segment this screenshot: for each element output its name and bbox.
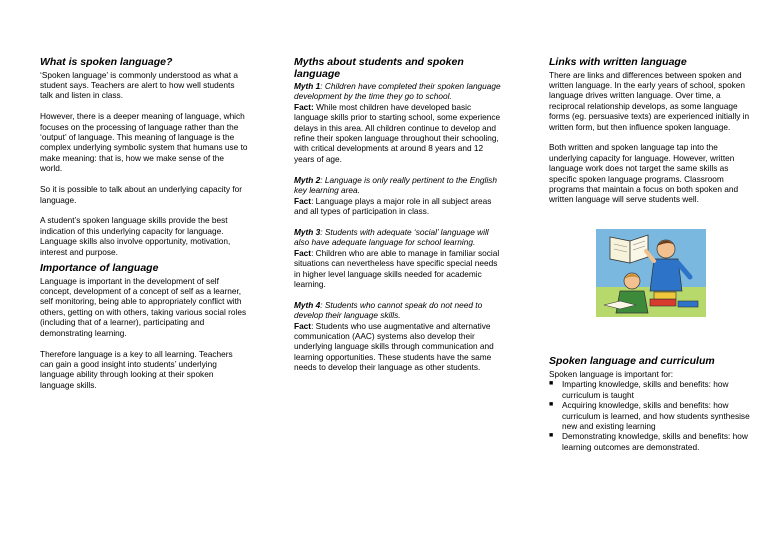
fact-label: Fact	[294, 195, 312, 206]
myth-text: : Students who cannot speak do not need to develop their language skills.	[294, 299, 483, 321]
fact-statement	[294, 196, 502, 217]
myth-block	[294, 227, 502, 289]
list-item-text: Imparting knowledge, skills and benefits: how curriculum is taught	[562, 379, 729, 400]
bullet-square-icon: ■	[549, 401, 554, 409]
myth-block	[294, 175, 502, 217]
fact-label: Fact	[294, 320, 312, 331]
myth-text: : Language is only really pertinent to the English key learning area.	[294, 174, 497, 196]
bullet-list	[549, 379, 757, 452]
heading-links-with-written-language: Links with written language	[549, 56, 687, 68]
heading-importance-of-language: Importance of language	[40, 262, 159, 275]
myth-statement	[294, 175, 502, 196]
paragraph: Language is important in the development of self concept, development of a concept of self as a learner, self monitoring, being able to appropriately conflict with others, getting on with others, taking various social roles (including that of a learner), participating and demonstrating learning.	[40, 275, 247, 338]
paragraph: There are links and differences between spoken and written language. In the early years of school, spoken language drives written language. Over time, a reciprocal relationship develops, as some language forms (eg. persuasive texts) are experienced initially in written form, but then influence spoken language.	[549, 69, 750, 132]
column-left	[40, 57, 248, 401]
myth-label: Myth 4	[294, 299, 321, 310]
myth-statement	[294, 300, 502, 321]
paragraph: Both written and spoken language tap into the underlying capacity for language. However, written language work does not target the same skills as specific spoken language programs. Classroom programs that maintain a focus on both spoken and written language will serve students well.	[549, 142, 739, 205]
myth-text: : Students with adequate ‘social’ language will also have adequate language for school learning.	[294, 226, 489, 248]
bullet-square-icon: ■	[549, 432, 554, 440]
list-item	[549, 400, 757, 431]
fact-text: : Children who are able to manage in familiar social situations can nevertheless have specific special needs in higher level language skills needed for academic learning.	[294, 247, 500, 289]
fact-text: While most children have developed basic language skills prior to starting school, some experience delays in this area. All children continue to develop and refine their spoken language throughout their schooling, with critical developments at around 8 years and 12 years of age.	[294, 101, 501, 164]
paragraph: So it is possible to talk about an underlying capacity for language.	[40, 184, 243, 205]
myth-statement	[294, 227, 502, 248]
myth-label: Myth 1	[294, 81, 321, 91]
myth-block	[294, 300, 502, 373]
paragraph: A student’s spoken language skills provide the best indication of this underlying capacity for language. Language skills also involve opportunity, motivation, interest and purpose.	[40, 215, 231, 257]
fact-label: Fact:	[294, 101, 314, 112]
myth-statement	[294, 81, 502, 102]
myth-block	[294, 81, 502, 164]
heading-spoken-language-and-curriculum: Spoken language and curriculum	[549, 355, 715, 368]
fact-label: Fact	[294, 247, 312, 258]
fact-statement	[294, 102, 502, 164]
fact-statement	[294, 248, 502, 290]
heading-myths: Myths about students and spoken language	[294, 56, 464, 80]
bullet-square-icon: ■	[549, 380, 554, 388]
myth-label: Myth 2	[294, 174, 321, 185]
list-item	[549, 379, 757, 400]
myth-label: Myth 3	[294, 226, 321, 237]
paragraph: Spoken language is important for:	[549, 368, 674, 379]
column-middle	[294, 57, 502, 383]
heading-what-is-spoken-language: What is spoken language?	[40, 56, 173, 68]
myth-text: : Children have completed their spoken language development by the time they go to school.	[294, 81, 501, 102]
fact-text: : Students who use augmentative and alternative communication (AAC) systems also develop their underlying language skills through communication and learning opportunities. These students have the same needs to develop their language as other students.	[294, 320, 494, 373]
fact-statement	[294, 321, 502, 373]
paragraph: Therefore language is a key to all learning. Teachers can gain a good insight into students’ underlying language ability through looking at their spoken language skills.	[40, 348, 233, 390]
paragraph: However, there is a deeper meaning of language, which focuses on the processing of language rather than the ‘output’ of language. This meaning of language is the complex underlying symbolic system that humans use to make meaning: that is, how we make sense of the world.	[40, 111, 248, 174]
list-item	[549, 431, 757, 452]
fact-text: : Language plays a major role in all subject areas and all types of participation in class.	[294, 195, 492, 216]
students-reading-clipart	[596, 229, 706, 317]
list-item-text: Acquiring knowledge, skills and benefits: how curriculum is learned, and how students synthesise new and existing learning	[562, 400, 750, 431]
paragraph: ‘Spoken language’ is commonly understood as what a student says. Teachers are alert to how well students talk and listen in class.	[40, 69, 239, 101]
column-right	[549, 57, 757, 452]
list-item-text: Demonstrating knowledge, skills and benefits: how learning outcomes are demonstrated.	[562, 431, 748, 452]
